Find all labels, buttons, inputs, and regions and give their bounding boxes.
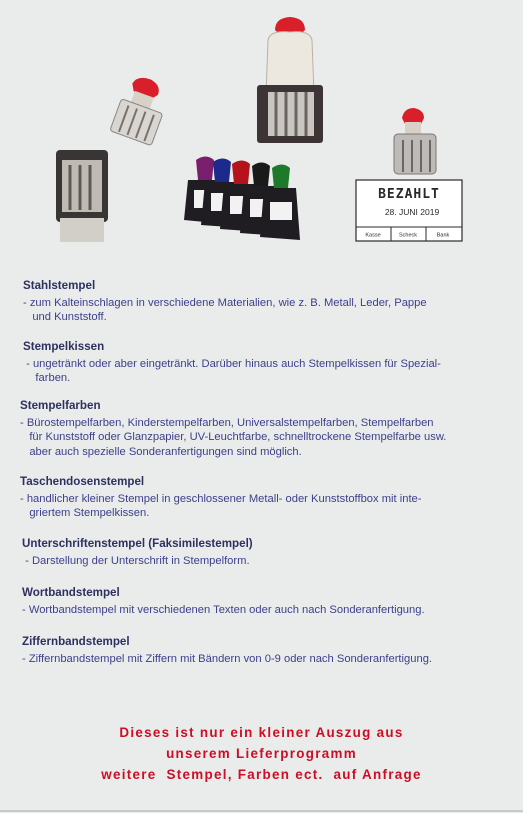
large-self-inking-stamp-image [257,17,323,143]
footer-line-3: weitere Stempel, Farben ect. auf Anfrage [101,767,422,782]
dark-self-inking-stamp-image [56,150,108,242]
entry-title: Unterschriftenstempel (Faksimilestempel) [22,537,253,550]
entry-title: Wortbandstempel [22,586,120,599]
stamp-field-bank: Bank [436,232,450,239]
footer-notice [0,722,523,785]
entry-description: - handlicher kleiner Stempel in geschlossener Metall- oder Kunststoffbox mit inte- griertem Stempelkissen. [20,492,422,520]
stamp-title: BEZAHLT [378,187,440,202]
entry-title: Stempelkissen [23,340,105,353]
entry-description: - ungetränkt oder aber eingetränkt. Darüber hinaus auch Stempelkissen für Spezial- farben. [26,357,441,385]
bottom-divider [0,810,523,812]
footer-line-1: Dieses ist nur ein kleiner Auszug aus [119,725,404,740]
entry-description: - Wortbandstempel mit verschiedenen Texten oder auch nach Sonderanfertigung. [22,603,425,616]
small-date-stamp-image [110,72,173,145]
bezahlt-stamp-imprint [356,180,462,241]
stamp-date: 28. JUNI 2019 [384,207,440,217]
entry-title: Taschendosenstempel [20,475,145,488]
stamp-field-kasse: Kasse [365,232,381,239]
entry-title: Stahlstempel [23,279,96,292]
entry-description: - Ziffernbandstempel mit Ziffern mit Bändern von 0-9 oder nach Sonderanfertigung. [22,652,433,665]
entry-wortbandstempel [22,586,425,617]
entry-ziffernbandstempel [22,635,432,666]
entry-stempelfarben [20,399,446,459]
entry-title: Stempelfarben [20,399,101,412]
footer-line-2: unserem Lieferprogramm [166,746,357,761]
entry-taschendosenstempel [20,475,422,521]
entry-stempelkissen [23,340,441,386]
ink-bottles-image [184,157,300,241]
entry-description: - zum Kalteinschlagen in verschiedene Materialien, wie z. B. Metall, Leder, Pappe und Kunststoff. [23,296,427,324]
entry-title: Ziffernbandstempel [22,635,130,648]
entry-unterschriftenstempel [22,537,253,568]
metal-date-stamp-image [394,108,436,174]
entry-description: - Bürostempelfarben, Kinderstempelfarben, Universalstempelfarben, Stempelfarben für Kunststoff oder Glanzpapier, UV-Leuchtfarbe, schnelltrockene Stempelfarbe usw. aber auch spezielle Sonderanfertigungen sind möglich. [20,416,447,458]
entry-stahlstempel [23,279,427,325]
entry-description: - Darstellung der Unterschrift in Stempelform. [22,554,250,567]
stamp-field-scheck: Scheck [398,232,418,239]
product-illustration [0,0,523,262]
